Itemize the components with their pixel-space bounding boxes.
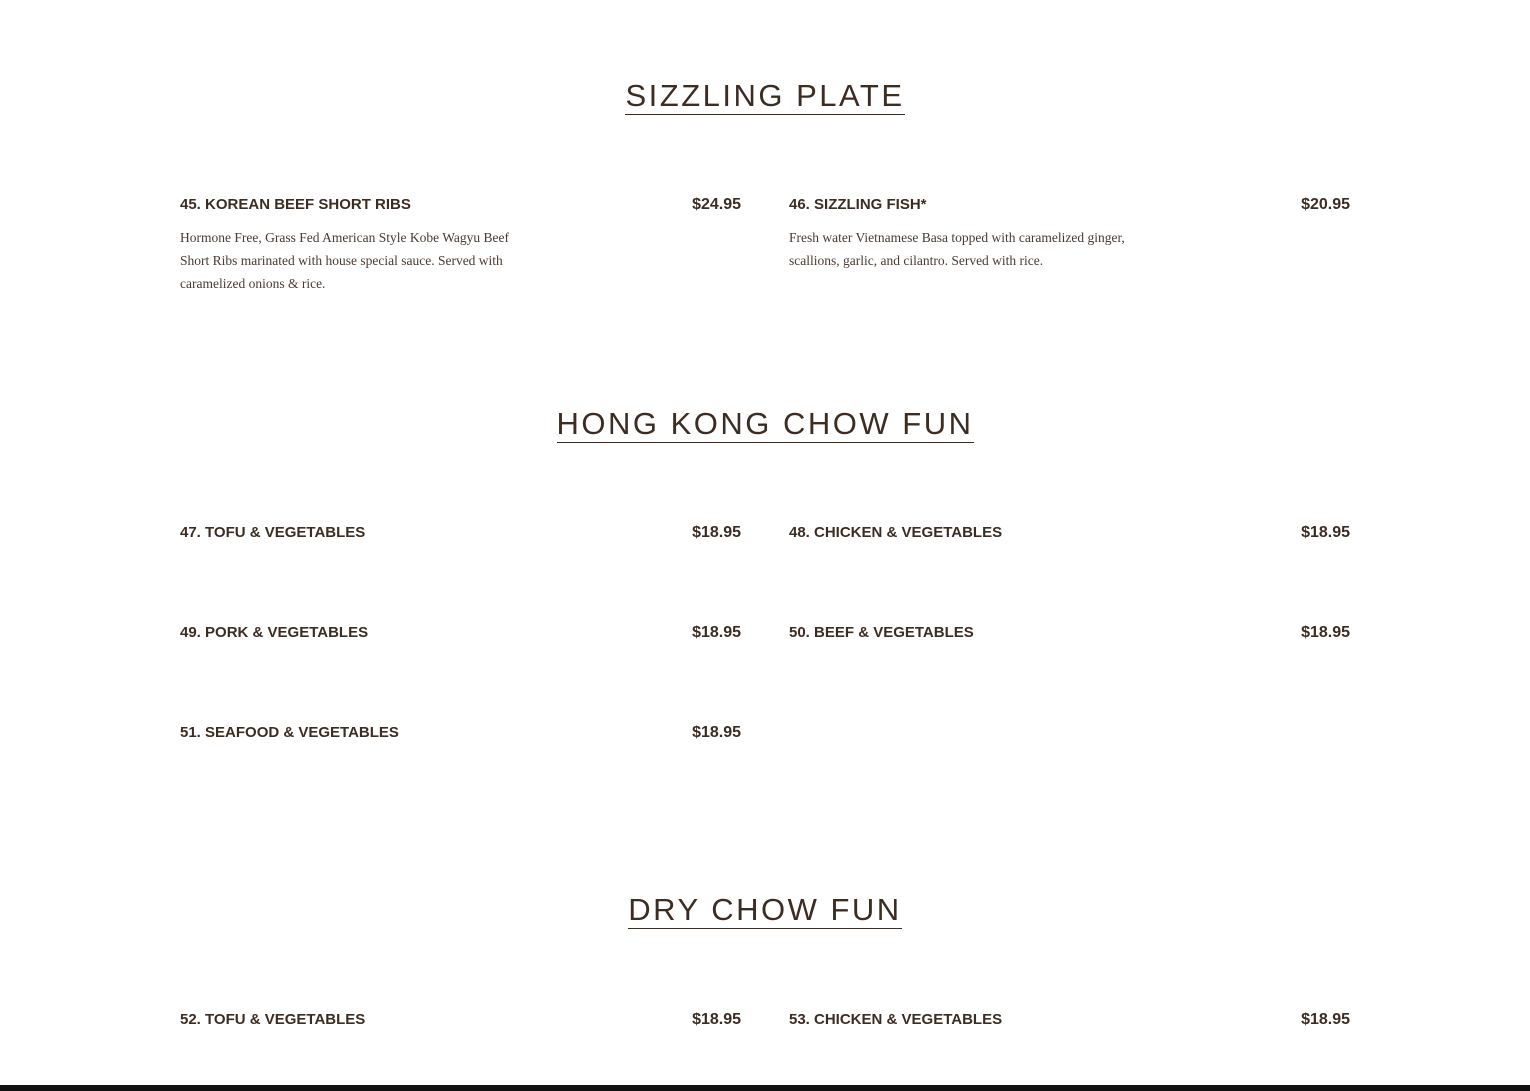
menu-item-name: 46. SIZZLING FISH* xyxy=(789,196,927,213)
menu-item-name: 47. TOFU & VEGETABLES xyxy=(180,524,366,541)
section-title-text: HONG KONG CHOW FUN xyxy=(556,406,974,441)
menu-item-name: 45. KOREAN BEEF SHORT RIBS xyxy=(180,196,411,213)
menu-item-name: 53. CHICKEN & VEGETABLES xyxy=(789,1011,1003,1028)
menu-item-price: $18.95 xyxy=(692,1011,741,1028)
section-title-text: DRY CHOW FUN xyxy=(628,892,902,927)
bottom-edge-bar xyxy=(0,1085,1530,1091)
menu-item-price: $18.95 xyxy=(692,624,741,641)
menu-item-description: Fresh water Vietnamese Basa topped with caramelized ginger, scallions, garlic, and cilantro. Served with rice. xyxy=(789,230,1125,268)
menu-item-name: 49. PORK & VEGETABLES xyxy=(180,624,369,641)
menu-item-price: $18.95 xyxy=(1301,524,1350,541)
menu-item-description: Hormone Free, Grass Fed American Style Kobe Wagyu Beef Short Ribs marinated with house special sauce. Served with caramelized onions & rice. xyxy=(180,230,509,291)
menu-item-price: $18.95 xyxy=(1301,624,1350,641)
menu-item-price: $18.95 xyxy=(692,524,741,541)
section-title-dry-chow-fun xyxy=(0,893,1530,929)
menu-item-price: $24.95 xyxy=(692,196,741,213)
section-title-sizzling-plate xyxy=(0,79,1530,115)
menu-item-name: 52. TOFU & VEGETABLES xyxy=(180,1011,366,1028)
menu-item-name: 48. CHICKEN & VEGETABLES xyxy=(789,524,1003,541)
menu-item-price: $20.95 xyxy=(1301,196,1350,213)
menu-item-name: 50. BEEF & VEGETABLES xyxy=(789,624,974,641)
section-title-hong-kong-chow-fun xyxy=(0,407,1530,443)
menu-item-price: $18.95 xyxy=(692,724,741,741)
menu-item-name: 51. SEAFOOD & VEGETABLES xyxy=(180,724,399,741)
section-title-text: SIZZLING PLATE xyxy=(625,78,905,113)
menu-item-price: $18.95 xyxy=(1301,1011,1350,1028)
